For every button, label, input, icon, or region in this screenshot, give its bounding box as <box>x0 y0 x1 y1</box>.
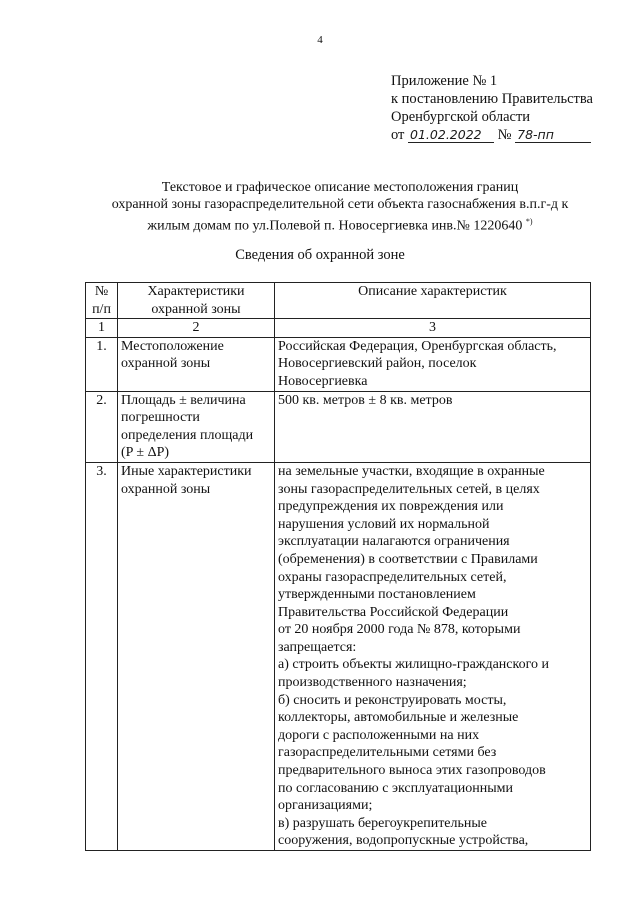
characteristic-cell: Местоположение охранной зоны <box>118 337 275 391</box>
page-number: 4 <box>317 34 323 46</box>
handwritten-number: 78-пп <box>515 128 591 143</box>
row-number-cell: 1. <box>86 337 118 391</box>
row-number-cell: 2. <box>86 391 118 462</box>
title-line-text: жилым домам по ул.Полевой п. Новосергиевка инв.№ 1220640 <box>147 218 523 234</box>
number-prefix: № <box>497 127 512 143</box>
document-title <box>60 179 620 235</box>
date-prefix: от <box>391 127 405 143</box>
row-number-cell: 3. <box>86 462 118 850</box>
table-row <box>86 337 591 391</box>
description-cell: на земельные участки, входящие в охранные зоны газораспределительных сетей, в целях предупреждения их повреждения или нарушения условий их нормальной эксплуатации налагаются ограничения (обременения) в соответствии с Правилами охраны газораспределительных сетей, утвержденными постановлением Правительства Российской Федерации от 20 ноября 2000 года № 878, которыми запрещается: а) строить объекты жилищно-гражданского и производственного назначения; б) сносить и реконструировать мосты, коллекторы, автомобильные и железные дороги с расположенными на них газораспределительными сетями без предварительного выноса этих газопроводов по согласованию с эксплуатационными организациями; в) разрушать берегоукрепительные сооружения, водопропускные устройства, <box>275 462 591 850</box>
section-subtitle: Сведения об охранной зоне <box>235 247 405 263</box>
header-cell-description: Описание характеристик <box>275 283 591 319</box>
column-number-cell: 3 <box>275 319 591 338</box>
title-line <box>60 213 620 235</box>
description-cell: 500 кв. метров ± 8 кв. метров <box>275 391 591 462</box>
title-line: охранной зоны газораспределительной сети объекта газоснабжения в.п.г-д к <box>111 197 569 212</box>
appendix-line: Оренбургской области <box>391 109 531 125</box>
table-row <box>86 391 591 462</box>
characteristic-cell: Площадь ± величина погрешности определения площади (P ± ΔP) <box>118 391 275 462</box>
protection-zone-table <box>85 282 591 851</box>
characteristic-cell: Иные характеристики охранной зоны <box>118 462 275 850</box>
column-number-cell: 2 <box>118 319 275 338</box>
handwritten-date: 01.02.2022 <box>408 128 494 143</box>
footnote-mark: *) <box>525 217 533 226</box>
header-cell-number: № п/п <box>86 283 118 319</box>
column-number-row <box>86 319 591 338</box>
appendix-date-line <box>391 126 593 144</box>
appendix-block <box>391 72 593 144</box>
table-row <box>86 462 591 850</box>
column-number-cell: 1 <box>86 319 118 338</box>
header-cell-characteristic: Характеристики охранной зоны <box>118 283 275 319</box>
table-header-row <box>86 283 591 319</box>
appendix-line: Приложение № 1 <box>391 73 498 89</box>
appendix-line: к постановлению Правительства <box>391 91 593 107</box>
description-cell: Российская Федерация, Оренбургская область, Новосергиевский район, поселок Новосергиевка <box>275 337 591 391</box>
title-line: Текстовое и графическое описание местоположения границ <box>161 180 519 195</box>
